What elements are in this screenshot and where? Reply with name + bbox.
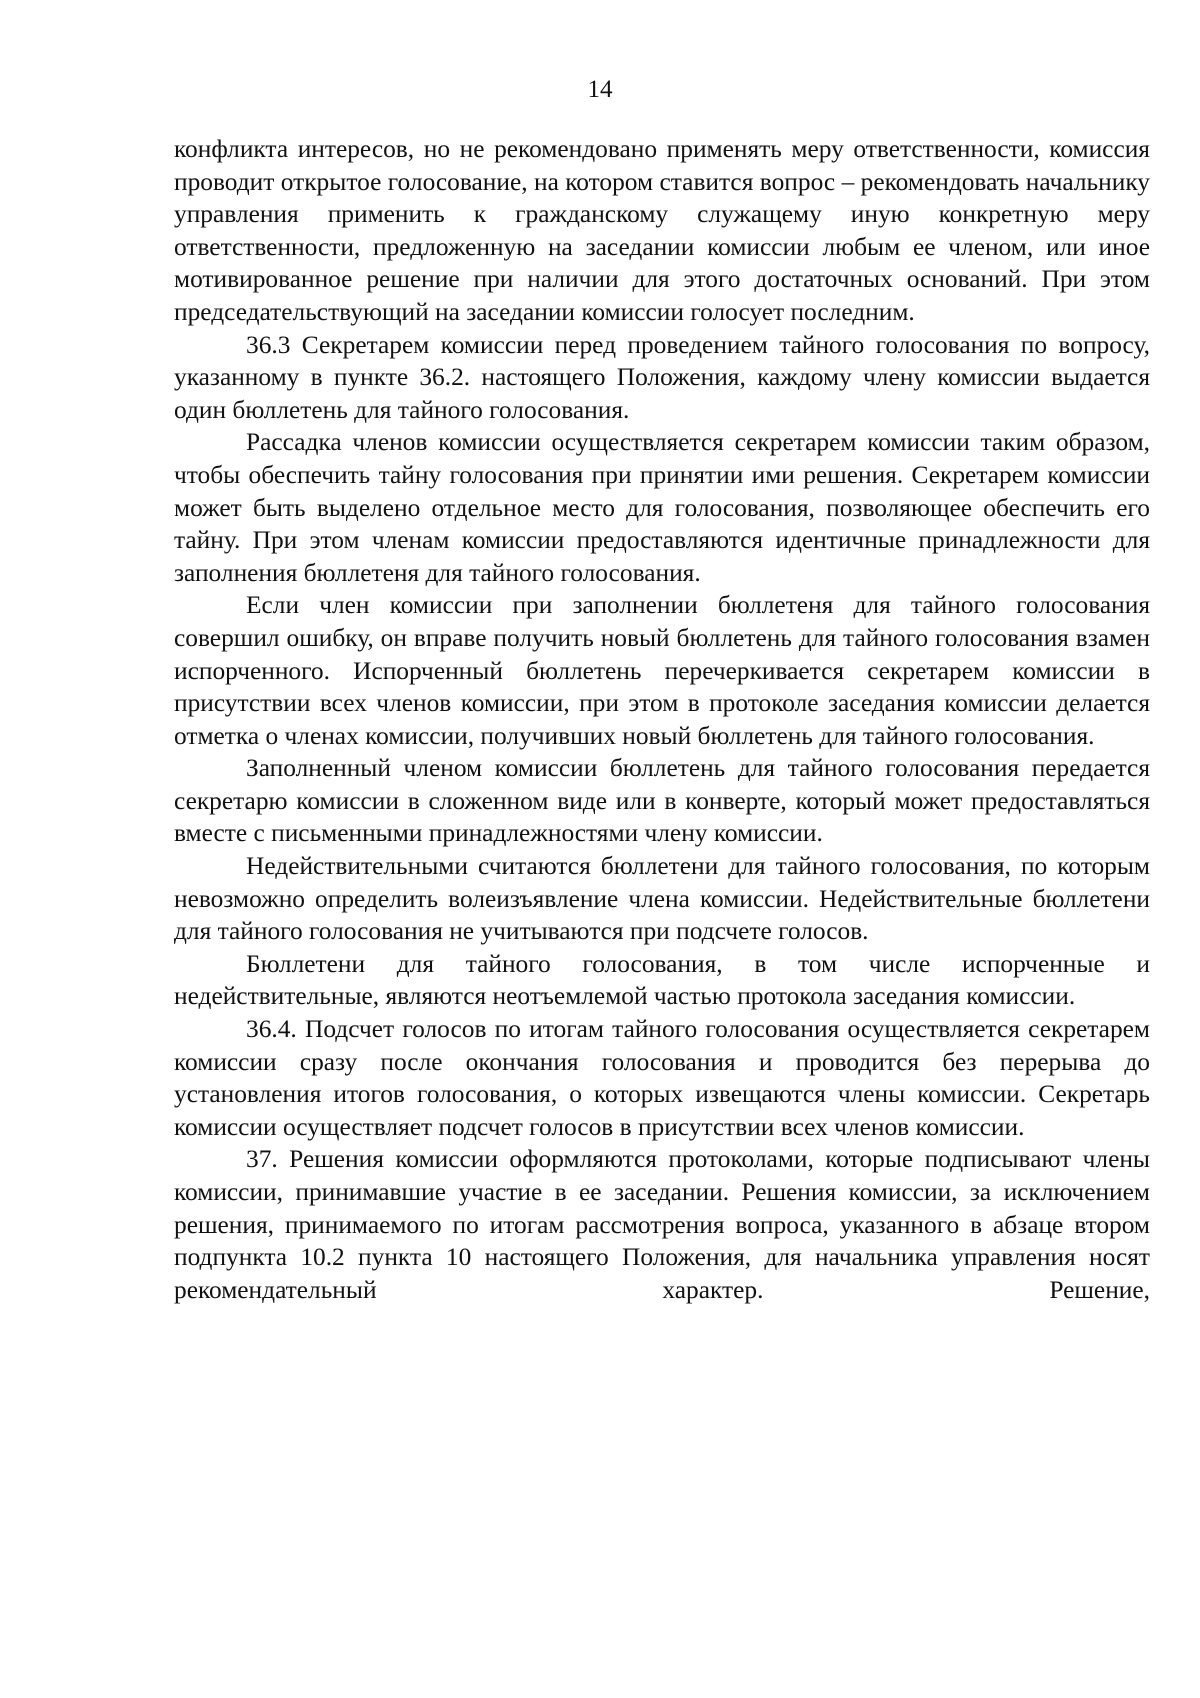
paragraph-seating: Рассадка членов комиссии осуществляется секретарем комиссии таким образом, чтобы обеспечить тайну голосования при принятии ими решения. Секретарем комиссии может быть выделено отдельное место для голосования, позволяющее обеспечить его тайну. При этом членам комиссии предоставляются идентичные принадлежности для заполнения бюллетеня для тайного голосования. <box>174 428 1150 587</box>
document-body <box>174 133 1150 1306</box>
paragraph-spoiled-ballot: Если член комиссии при заполнении бюллетеня для тайного голосования совершил ошибку, он вправе получить новый бюллетень для тайного голосования взамен испорченного. Испорченный бюллетень перечеркивается секретарем комиссии в присутствии всех членов комиссии, при этом в протоколе заседания комиссии делается отметка о членах комиссии, получивших новый бюллетень для тайного голосования. <box>174 591 1150 750</box>
paragraph-36-3: 36.3 Секретарем комиссии перед проведением тайного голосования по вопросу, указанному в пункте 36.2. настоящего Положения, каждому члену комиссии выдается один бюллетень для тайного голосования. <box>174 330 1150 424</box>
page-number: 14 <box>587 76 613 103</box>
paragraph-continued: конфликта интересов, но не рекомендовано применять меру ответственности, комиссия проводит открытое голосование, на котором ставится вопрос – рекомендовать начальнику управления применить к гражданскому служащему иную конкретную меру ответственности, предложенную на заседании комиссии любым ее членом, или иное мотивированное решение при наличии для этого достаточных оснований. При этом председательствующий на заседании комиссии голосует последним. <box>174 135 1150 326</box>
paragraph-ballots-protocol: Бюллетени для тайного голосования, в том числе испорченные и недействительные, являются неотъемлемой частью протокола заседания комиссии. <box>174 949 1150 1011</box>
paragraph-36-4: 36.4. Подсчет голосов по итогам тайного голосования осуществляется секретарем комиссии сразу после окончания голосования и проводится без перерыва до установления итогов голосования, о которых извещаются члены комиссии. Секретарь комиссии осуществляет подсчет голосов в присутствии всех членов комиссии. <box>174 1015 1150 1141</box>
paragraph-invalid-ballots: Недействительными считаются бюллетени для тайного голосования, по которым невозможно определить волеизъявление члена комиссии. Недействительные бюллетени для тайного голосования не учитываются при подсчете голосов. <box>174 852 1150 946</box>
paragraph-37: 37. Решения комиссии оформляются протоколами, которые подписывают члены комиссии, принимавшие участие в ее заседании. Решения комиссии, за исключением решения, принимаемого по итогам рассмотрения вопроса, указанного в абзаце втором подпункта 10.2 пункта 10 настоящего Положения, для начальника управления носят рекомендательный характер. Решение, <box>174 1145 1150 1304</box>
paragraph-filled-ballot: Заполненный членом комиссии бюллетень для тайного голосования передается секретарю комиссии в сложенном виде или в конверте, который может предоставляться вместе с письменными принадлежностями члену комиссии. <box>174 754 1150 848</box>
